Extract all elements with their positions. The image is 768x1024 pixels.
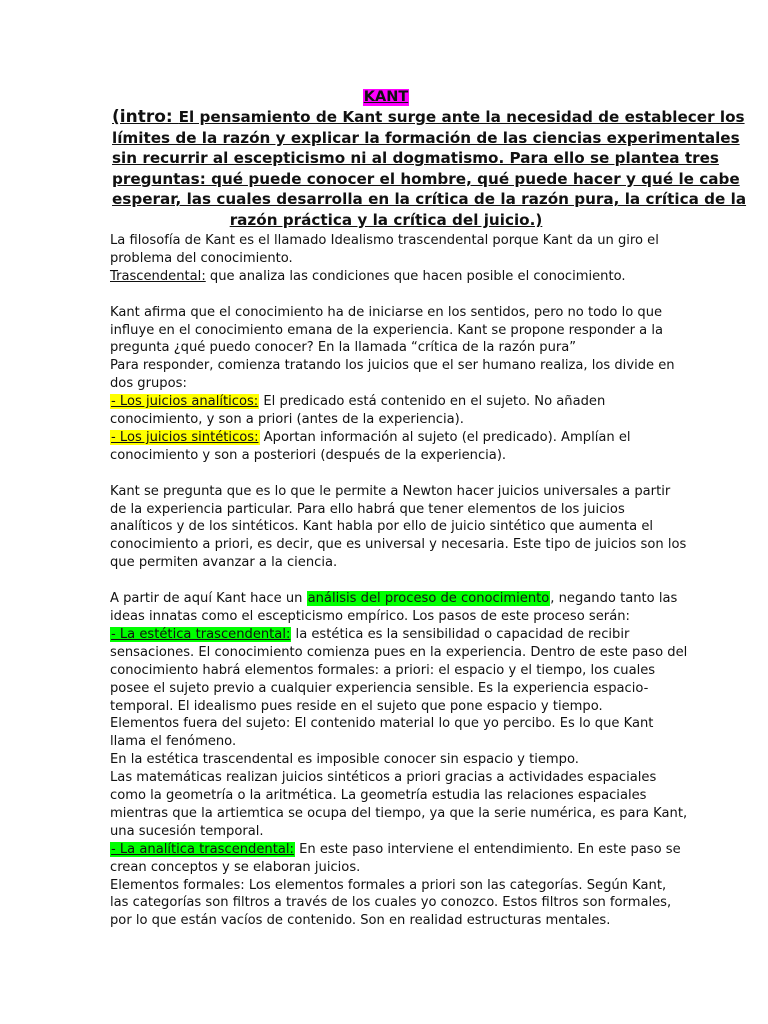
intro-line: El pensamiento de Kant surge ante la necesidad de establecer los [178,108,745,126]
analiticos-text: El predicado está contenido en el sujeto. No añaden [259,394,606,410]
body-line: mientras que la artiemtica se ocupa del tiempo, ya que la serie numérica, es para Kant, [110,805,688,821]
intro-line: límites de la razón y explicar la formación de las ciencias experimentales [112,128,740,147]
document-header [112,86,747,231]
analiticos-label: - Los juicios analíticos: [111,394,259,410]
analitica-label: - La analítica trascendental: [111,841,294,857]
intro-paragraph [112,107,747,231]
body-line: analíticos y de los sintéticos. Kant habla por ello de juicio sintético que aumenta el [110,519,654,535]
body-line: conocimiento a priori, es decir, que es universal y necesaria. Este tipo de juicios son los [110,537,687,553]
analitica-text: En este paso interviene el entendimiento. En este paso se [294,841,681,857]
body-line: conocimiento habrá elementos formales: a priori: el espacio y el tiempo, los cuales [110,662,656,678]
body-line: influye en el conocimiento emana de la experiencia. Kant se propone responder a la [110,322,664,338]
body-line: dos grupos: [110,376,187,392]
body-line: conocimiento y son a posteriori (después de la experiencia). [110,447,507,463]
body-line: temporal. El idealismo pues reside en el sujeto que pone espacio y tiempo. [110,698,603,714]
body-line: En la estética trascendental es imposible conocer sin espacio y tiempo. [110,752,579,768]
body-line: Las matemáticas realizan juicios sintéticos a priori gracias a actividades espaciales [110,770,657,786]
paragraph-gap [110,286,662,304]
body-line: Elementos fuera del sujeto: El contenido material lo que yo percibo. Es lo que Kant [110,716,654,732]
document-body [110,232,688,930]
intro-line: razón práctica y la crítica del juicio.) [229,210,543,229]
trascendental-text: que analiza las condiciones que hacen posible el conocimiento. [205,268,626,284]
intro-line: preguntas: qué puede conocer el hombre, qué puede hacer y qué le cabe [112,169,740,188]
intro-lead: (intro: [112,107,179,127]
body-line: llama el fenómeno. [110,734,237,750]
body-line: una sucesión temporal. [110,823,264,839]
estetica-label: - La estética trascendental: [111,626,291,642]
body-line: Kant afirma que el conocimiento ha de iniciarse en los sentidos, pero no todo lo que [110,304,663,320]
analisis-pre: A partir de aquí Kant hace un [110,591,307,607]
body-line: como la geometría o la aritmética. La geometría estudia las relaciones espaciales [110,788,647,804]
body-line: Elementos formales: Los elementos formales a priori son las categorías. Según Kant, [110,877,667,893]
analiticos-item [110,393,662,411]
body-line: por lo que están vacíos de contenido. Son en realidad estructuras mentales. [110,913,611,929]
sinteticos-label: - Los juicios sintéticos: [111,429,259,445]
analisis-post: , negando tanto las [550,591,678,607]
analisis-line [110,590,678,608]
paragraph-gap [110,465,662,483]
sinteticos-item [110,429,662,447]
body-line: crean conceptos y se elaboran juicios. [110,859,361,875]
body-line: Para responder, comienza tratando los juicios que el ser humano realiza, los divide en [110,358,675,374]
body-line: problema del conocimiento. [110,250,293,266]
analitica-item [110,841,681,859]
body-line: posee el sujeto previo a cualquier experiencia sensible. Es la experiencia espacio- [110,680,649,696]
paragraph-gap [110,572,662,590]
body-line: ideas innatas como el escepticismo empírico. Los pasos de este proceso serán: [110,608,630,624]
body-line: sensaciones. El conocimiento comienza pues en la experiencia. Dentro de este paso del [110,644,688,660]
trascendental-label: Trascendental: [110,268,206,284]
estetica-item [110,626,662,644]
trascendental-definition [110,268,662,286]
analisis-highlight: análisis del proceso de conocimiento [307,591,550,607]
body-line: las categorías son filtros a través de los cuales yo conozco. Estos filtros son formales, [110,895,672,911]
intro-line: sin recurrir al escepticismo ni al dogmatismo. Para ello se plantea tres [112,149,719,168]
estetica-text: la estética es la sensibilidad o capacidad de recibir [291,626,630,642]
body-line: La filosofía de Kant es el llamado Idealismo trascendental porque Kant da un giro el [110,233,659,248]
body-line: de la experiencia particular. Para ello habrá que tener elementos de los juicios [110,501,625,517]
body-line: pregunta ¿qué puedo conocer? En la llamada “crítica de la razón pura” [110,340,577,356]
body-line: Kant se pregunta que es lo que le permite a Newton hacer juicios universales a partir [110,483,671,499]
page-title: KANT [363,89,409,105]
sinteticos-text: Aportan información al sujeto (el predicado). Amplían el [259,429,631,445]
intro-line: esperar, las cuales desarrolla en la crítica de la razón pura, la crítica de la [112,190,747,209]
body-line: que permiten avanzar a la ciencia. [110,555,338,571]
body-line: conocimiento, y son a priori (antes de la experiencia). [110,412,464,428]
